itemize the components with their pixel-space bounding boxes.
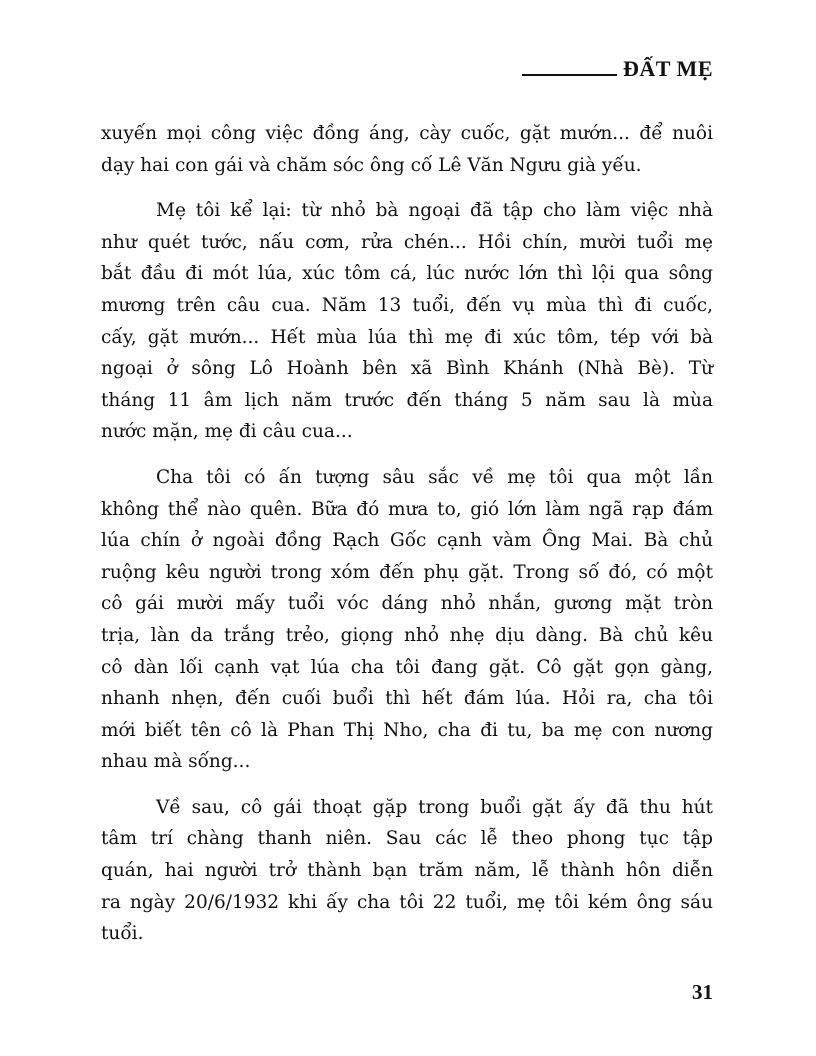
text-line: mới biết tên cô là Phan Thị Nho, cha đi tu, ba mẹ con nương xyxy=(101,719,713,741)
paragraph xyxy=(101,118,713,181)
text-line: tâm trí chàng thanh niên. Sau các lễ theo phong tục tập xyxy=(101,828,713,850)
paragraph-gap xyxy=(101,448,713,462)
text-line: nhau mà sống... xyxy=(101,751,251,773)
body-text xyxy=(101,118,713,950)
text-line: tháng 11 âm lịch năm trước đến tháng 5 năm sau là mùa xyxy=(101,389,713,411)
running-title: ĐẤT MẸ xyxy=(623,56,713,81)
text-line: tuổi. xyxy=(101,923,144,945)
header-rule xyxy=(522,74,617,76)
text-line: lúa chín ở ngoài đồng Rạch Gốc cạnh vàm Ông Mai. Bà chủ xyxy=(101,530,713,552)
running-header xyxy=(522,56,713,82)
text-line: trịa, làn da trắng trẻo, giọng nhỏ nhẹ dịu dàng. Bà chủ kêu xyxy=(101,624,713,646)
text-line: dạy hai con gái và chăm sóc ông cố Lê Văn Ngưu già yếu. xyxy=(101,154,642,176)
text-line: bắt đầu đi mót lúa, xúc tôm cá, lúc nước lớn thì lội qua sông xyxy=(101,263,713,285)
text-line: như quét tước, nấu cơm, rửa chén... Hồi chín, mười tuổi mẹ xyxy=(101,231,713,253)
text-line: cô dàn lối cạnh vạt lúa cha tôi đang gặt. Cô gặt gọn gàng, xyxy=(101,656,713,678)
paragraph xyxy=(101,195,713,448)
text-line: Mẹ tôi kể lại: từ nhỏ bà ngoại đã tập cho làm việc nhà xyxy=(156,200,713,222)
text-line: Về sau, cô gái thoạt gặp trong buổi gặt ấy đã thu hút xyxy=(156,796,713,818)
paragraph-gap xyxy=(101,181,713,195)
paragraph xyxy=(101,462,713,778)
text-line: quán, hai người trở thành bạn trăm năm, lễ thành hôn diễn xyxy=(101,860,713,882)
text-line: cô gái mười mấy tuổi vóc dáng nhỏ nhắn, gương mặt tròn xyxy=(101,593,713,615)
text-line: ruộng kêu người trong xóm đến phụ gặt. Trong số đó, có một xyxy=(101,561,713,583)
text-line: ngoại ở sông Lô Hoành bên xã Bình Khánh (Nhà Bè). Từ xyxy=(101,358,713,380)
text-line: nhanh nhẹn, đến cuối buổi thì hết đám lúa. Hỏi ra, cha tôi xyxy=(101,688,713,710)
text-line: ra ngày 20/6/1932 khi ấy cha tôi 22 tuổi, mẹ tôi kém ông sáu xyxy=(101,891,713,913)
text-line: cấy, gặt mướn... Hết mùa lúa thì mẹ đi xúc tôm, tép với bà xyxy=(101,326,713,348)
text-line: mương trên câu cua. Năm 13 tuổi, đến vụ mùa thì đi cuốc, xyxy=(101,294,713,316)
text-line: xuyến mọi công việc đồng áng, cày cuốc, gặt mướn... để nuôi xyxy=(101,123,713,144)
text-line: Cha tôi có ấn tượng sâu sắc về mẹ tôi qua một lần xyxy=(156,466,713,488)
page-number: 31 xyxy=(692,980,713,1004)
text-line: nước mặn, mẹ đi câu cua... xyxy=(101,421,353,443)
text-line: không thể nào quên. Bữa đó mưa to, gió lớn làm ngã rạp đám xyxy=(101,498,713,520)
paragraph-gap xyxy=(101,778,713,792)
paragraph xyxy=(101,792,713,950)
